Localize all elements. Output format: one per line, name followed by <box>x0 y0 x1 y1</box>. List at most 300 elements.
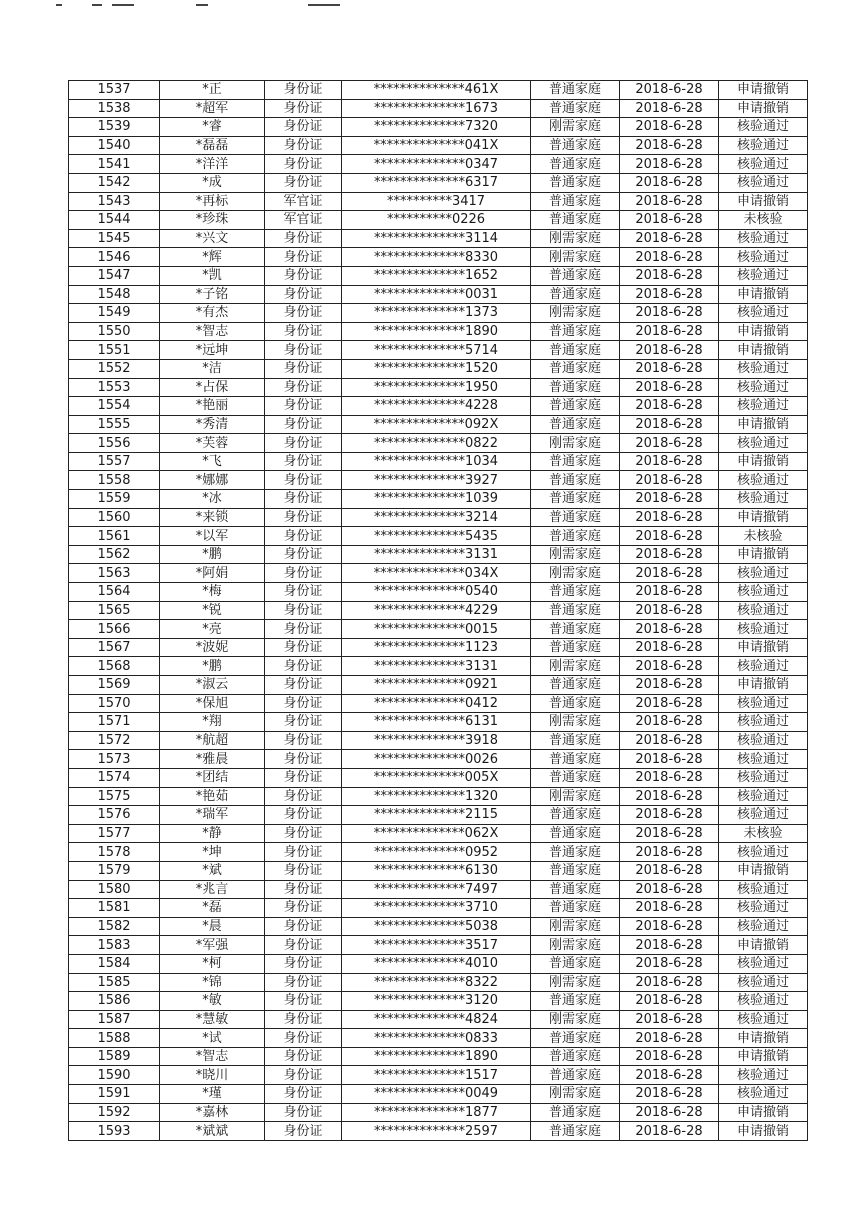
date-cell: 2018-6-28 <box>620 601 719 620</box>
id-type-cell: 身份证 <box>265 471 342 490</box>
family-type-cell: 刚需家庭 <box>531 1085 620 1104</box>
family-type-cell: 普通家庭 <box>531 861 620 880</box>
family-type-cell: 普通家庭 <box>531 638 620 657</box>
id-type-cell: 身份证 <box>265 601 342 620</box>
row-number: 1591 <box>69 1085 160 1104</box>
table-row <box>69 917 808 936</box>
status-cell: 未核验 <box>719 527 808 546</box>
date-cell: 2018-6-28 <box>620 118 719 137</box>
name-cell: *嘉林 <box>160 1103 265 1122</box>
name-cell: *军强 <box>160 936 265 955</box>
family-type-cell: 普通家庭 <box>531 527 620 546</box>
date-cell: 2018-6-28 <box>620 378 719 397</box>
name-cell: *正 <box>160 81 265 100</box>
row-number: 1537 <box>69 81 160 100</box>
row-number: 1580 <box>69 880 160 899</box>
family-type-cell: 普通家庭 <box>531 750 620 769</box>
date-cell: 2018-6-28 <box>620 917 719 936</box>
name-cell: *超军 <box>160 99 265 118</box>
family-type-cell: 刚需家庭 <box>531 657 620 676</box>
status-cell: 核验通过 <box>719 397 808 416</box>
id-type-cell: 军官证 <box>265 192 342 211</box>
family-type-cell: 普通家庭 <box>531 173 620 192</box>
id-number-cell: **************062X <box>342 824 531 843</box>
status-cell: 核验通过 <box>719 266 808 285</box>
status-cell: 核验通过 <box>719 731 808 750</box>
status-cell: 申请撤销 <box>719 322 808 341</box>
family-type-cell: 普通家庭 <box>531 676 620 695</box>
name-cell: *瑞军 <box>160 806 265 825</box>
id-type-cell: 身份证 <box>265 787 342 806</box>
table-row <box>69 843 808 862</box>
id-type-cell: 身份证 <box>265 1029 342 1048</box>
name-cell: *珍珠 <box>160 211 265 230</box>
id-type-cell: 身份证 <box>265 583 342 602</box>
row-number: 1572 <box>69 731 160 750</box>
row-number: 1579 <box>69 861 160 880</box>
row-number: 1559 <box>69 490 160 509</box>
name-cell: *柯 <box>160 954 265 973</box>
status-cell: 核验通过 <box>719 434 808 453</box>
document-page <box>68 80 789 1141</box>
name-cell: *飞 <box>160 452 265 471</box>
family-type-cell: 普通家庭 <box>531 731 620 750</box>
table-row <box>69 527 808 546</box>
status-cell: 申请撤销 <box>719 341 808 360</box>
date-cell: 2018-6-28 <box>620 99 719 118</box>
row-number: 1540 <box>69 136 160 155</box>
id-type-cell: 身份证 <box>265 266 342 285</box>
status-cell: 核验通过 <box>719 992 808 1011</box>
family-type-cell: 刚需家庭 <box>531 229 620 248</box>
id-type-cell: 身份证 <box>265 1047 342 1066</box>
row-number: 1587 <box>69 1010 160 1029</box>
family-type-cell: 刚需家庭 <box>531 545 620 564</box>
date-cell: 2018-6-28 <box>620 899 719 918</box>
status-cell: 核验通过 <box>719 806 808 825</box>
id-number-cell: **************3927 <box>342 471 531 490</box>
date-cell: 2018-6-28 <box>620 936 719 955</box>
id-type-cell: 身份证 <box>265 136 342 155</box>
id-number-cell: **************5435 <box>342 527 531 546</box>
id-number-cell: **************0015 <box>342 620 531 639</box>
row-number: 1593 <box>69 1122 160 1141</box>
row-number: 1571 <box>69 713 160 732</box>
id-number-cell: **************3131 <box>342 657 531 676</box>
id-type-cell: 身份证 <box>265 341 342 360</box>
table-row <box>69 806 808 825</box>
family-type-cell: 普通家庭 <box>531 806 620 825</box>
id-type-cell: 身份证 <box>265 861 342 880</box>
id-type-cell: 身份证 <box>265 99 342 118</box>
family-type-cell: 普通家庭 <box>531 322 620 341</box>
id-type-cell: 身份证 <box>265 173 342 192</box>
family-type-cell: 普通家庭 <box>531 1029 620 1048</box>
row-number: 1555 <box>69 415 160 434</box>
name-cell: *磊 <box>160 899 265 918</box>
date-cell: 2018-6-28 <box>620 973 719 992</box>
family-type-cell: 普通家庭 <box>531 508 620 527</box>
row-number: 1551 <box>69 341 160 360</box>
status-cell: 申请撤销 <box>719 285 808 304</box>
table-row <box>69 731 808 750</box>
table-row <box>69 713 808 732</box>
id-number-cell: **************461X <box>342 81 531 100</box>
name-cell: *亮 <box>160 620 265 639</box>
id-type-cell: 身份证 <box>265 545 342 564</box>
table-row <box>69 954 808 973</box>
id-type-cell: 身份证 <box>265 229 342 248</box>
id-number-cell: **************034X <box>342 564 531 583</box>
table-row <box>69 359 808 378</box>
row-number: 1578 <box>69 843 160 862</box>
status-cell: 申请撤销 <box>719 508 808 527</box>
table-row <box>69 694 808 713</box>
date-cell: 2018-6-28 <box>620 173 719 192</box>
family-type-cell: 普通家庭 <box>531 824 620 843</box>
date-cell: 2018-6-28 <box>620 992 719 1011</box>
id-type-cell: 身份证 <box>265 657 342 676</box>
table-row <box>69 564 808 583</box>
id-type-cell: 身份证 <box>265 731 342 750</box>
id-number-cell: **************3918 <box>342 731 531 750</box>
row-number: 1546 <box>69 248 160 267</box>
row-number: 1541 <box>69 155 160 174</box>
status-cell: 核验通过 <box>719 657 808 676</box>
id-type-cell: 身份证 <box>265 304 342 323</box>
family-type-cell: 普通家庭 <box>531 583 620 602</box>
id-number-cell: **************092X <box>342 415 531 434</box>
id-type-cell: 身份证 <box>265 322 342 341</box>
id-number-cell: **********3417 <box>342 192 531 211</box>
name-cell: *梅 <box>160 583 265 602</box>
table-row <box>69 397 808 416</box>
table-row <box>69 601 808 620</box>
id-number-cell: **************4228 <box>342 397 531 416</box>
family-type-cell: 普通家庭 <box>531 192 620 211</box>
date-cell: 2018-6-28 <box>620 694 719 713</box>
id-number-cell: **************1517 <box>342 1066 531 1085</box>
status-cell: 核验通过 <box>719 304 808 323</box>
id-number-cell: **************1950 <box>342 378 531 397</box>
table-row <box>69 1047 808 1066</box>
row-number: 1552 <box>69 359 160 378</box>
date-cell: 2018-6-28 <box>620 750 719 769</box>
name-cell: *慧敏 <box>160 1010 265 1029</box>
table-row <box>69 1085 808 1104</box>
name-cell: *再标 <box>160 192 265 211</box>
name-cell: *瑾 <box>160 1085 265 1104</box>
date-cell: 2018-6-28 <box>620 1122 719 1141</box>
id-number-cell: **************1520 <box>342 359 531 378</box>
id-number-cell: **************3710 <box>342 899 531 918</box>
id-number-cell: **************1039 <box>342 490 531 509</box>
status-cell: 核验通过 <box>719 136 808 155</box>
name-cell: *凯 <box>160 266 265 285</box>
row-number: 1565 <box>69 601 160 620</box>
table-row <box>69 136 808 155</box>
name-cell: *智志 <box>160 322 265 341</box>
row-number: 1544 <box>69 211 160 230</box>
date-cell: 2018-6-28 <box>620 545 719 564</box>
id-type-cell: 身份证 <box>265 378 342 397</box>
status-cell: 核验通过 <box>719 601 808 620</box>
id-number-cell: **************4010 <box>342 954 531 973</box>
row-number: 1584 <box>69 954 160 973</box>
table-row <box>69 415 808 434</box>
name-cell: *秀清 <box>160 415 265 434</box>
table-row <box>69 490 808 509</box>
id-number-cell: **************3120 <box>342 992 531 1011</box>
date-cell: 2018-6-28 <box>620 1103 719 1122</box>
status-cell: 核验通过 <box>719 248 808 267</box>
family-type-cell: 普通家庭 <box>531 359 620 378</box>
id-number-cell: **************0921 <box>342 676 531 695</box>
status-cell: 申请撤销 <box>719 676 808 695</box>
name-cell: *静 <box>160 824 265 843</box>
row-number: 1548 <box>69 285 160 304</box>
family-type-cell: 普通家庭 <box>531 471 620 490</box>
date-cell: 2018-6-28 <box>620 638 719 657</box>
family-type-cell: 普通家庭 <box>531 211 620 230</box>
id-type-cell: 身份证 <box>265 750 342 769</box>
status-cell: 未核验 <box>719 824 808 843</box>
row-number: 1563 <box>69 564 160 583</box>
status-cell: 核验通过 <box>719 620 808 639</box>
scan-marks <box>0 0 860 20</box>
id-type-cell: 身份证 <box>265 992 342 1011</box>
status-cell: 申请撤销 <box>719 415 808 434</box>
row-number: 1560 <box>69 508 160 527</box>
table-row <box>69 973 808 992</box>
id-type-cell: 身份证 <box>265 638 342 657</box>
id-number-cell: **************1877 <box>342 1103 531 1122</box>
name-cell: *团结 <box>160 768 265 787</box>
id-type-cell: 身份证 <box>265 917 342 936</box>
id-number-cell: **************3131 <box>342 545 531 564</box>
name-cell: *斌斌 <box>160 1122 265 1141</box>
table-row <box>69 229 808 248</box>
family-type-cell: 普通家庭 <box>531 452 620 471</box>
family-type-cell: 刚需家庭 <box>531 787 620 806</box>
date-cell: 2018-6-28 <box>620 452 719 471</box>
records-table-body <box>69 81 808 1141</box>
id-type-cell: 身份证 <box>265 452 342 471</box>
table-row <box>69 508 808 527</box>
id-number-cell: **************0412 <box>342 694 531 713</box>
id-type-cell: 身份证 <box>265 490 342 509</box>
row-number: 1539 <box>69 118 160 137</box>
name-cell: *冰 <box>160 490 265 509</box>
status-cell: 核验通过 <box>719 118 808 137</box>
family-type-cell: 刚需家庭 <box>531 936 620 955</box>
name-cell: *艳丽 <box>160 397 265 416</box>
status-cell: 申请撤销 <box>719 1029 808 1048</box>
name-cell: *睿 <box>160 118 265 137</box>
status-cell: 申请撤销 <box>719 861 808 880</box>
id-number-cell: **************0347 <box>342 155 531 174</box>
table-row <box>69 434 808 453</box>
name-cell: *子铭 <box>160 285 265 304</box>
family-type-cell: 普通家庭 <box>531 1122 620 1141</box>
name-cell: *航超 <box>160 731 265 750</box>
status-cell: 未核验 <box>719 211 808 230</box>
id-type-cell: 身份证 <box>265 359 342 378</box>
row-number: 1566 <box>69 620 160 639</box>
records-table <box>68 80 808 1141</box>
name-cell: *占保 <box>160 378 265 397</box>
row-number: 1577 <box>69 824 160 843</box>
table-row <box>69 266 808 285</box>
row-number: 1589 <box>69 1047 160 1066</box>
date-cell: 2018-6-28 <box>620 731 719 750</box>
family-type-cell: 普通家庭 <box>531 1066 620 1085</box>
table-row <box>69 304 808 323</box>
row-number: 1545 <box>69 229 160 248</box>
date-cell: 2018-6-28 <box>620 787 719 806</box>
row-number: 1585 <box>69 973 160 992</box>
status-cell: 核验通过 <box>719 378 808 397</box>
date-cell: 2018-6-28 <box>620 322 719 341</box>
name-cell: *波妮 <box>160 638 265 657</box>
family-type-cell: 普通家庭 <box>531 99 620 118</box>
date-cell: 2018-6-28 <box>620 304 719 323</box>
date-cell: 2018-6-28 <box>620 81 719 100</box>
date-cell: 2018-6-28 <box>620 341 719 360</box>
table-row <box>69 1122 808 1141</box>
id-number-cell: **************2115 <box>342 806 531 825</box>
status-cell: 核验通过 <box>719 173 808 192</box>
table-row <box>69 1103 808 1122</box>
id-number-cell: **************041X <box>342 136 531 155</box>
name-cell: *雅晨 <box>160 750 265 769</box>
family-type-cell: 普通家庭 <box>531 768 620 787</box>
date-cell: 2018-6-28 <box>620 229 719 248</box>
date-cell: 2018-6-28 <box>620 471 719 490</box>
name-cell: *娜娜 <box>160 471 265 490</box>
table-row <box>69 768 808 787</box>
id-type-cell: 身份证 <box>265 768 342 787</box>
name-cell: *翔 <box>160 713 265 732</box>
id-type-cell: 身份证 <box>265 620 342 639</box>
row-number: 1558 <box>69 471 160 490</box>
status-cell: 核验通过 <box>719 490 808 509</box>
table-row <box>69 173 808 192</box>
date-cell: 2018-6-28 <box>620 490 719 509</box>
row-number: 1547 <box>69 266 160 285</box>
id-type-cell: 身份证 <box>265 1103 342 1122</box>
table-row <box>69 211 808 230</box>
id-number-cell: **************6130 <box>342 861 531 880</box>
table-row <box>69 638 808 657</box>
date-cell: 2018-6-28 <box>620 136 719 155</box>
table-row <box>69 322 808 341</box>
name-cell: *成 <box>160 173 265 192</box>
family-type-cell: 刚需家庭 <box>531 118 620 137</box>
family-type-cell: 刚需家庭 <box>531 1010 620 1029</box>
family-type-cell: 普通家庭 <box>531 81 620 100</box>
family-type-cell: 普通家庭 <box>531 843 620 862</box>
id-number-cell: **************5714 <box>342 341 531 360</box>
name-cell: *坤 <box>160 843 265 862</box>
id-number-cell: **************0833 <box>342 1029 531 1048</box>
id-number-cell: **************7497 <box>342 880 531 899</box>
id-type-cell: 身份证 <box>265 155 342 174</box>
status-cell: 申请撤销 <box>719 99 808 118</box>
id-type-cell: 身份证 <box>265 843 342 862</box>
row-number: 1554 <box>69 397 160 416</box>
id-number-cell: **************4824 <box>342 1010 531 1029</box>
id-type-cell: 身份证 <box>265 248 342 267</box>
id-number-cell: **************1320 <box>342 787 531 806</box>
date-cell: 2018-6-28 <box>620 843 719 862</box>
id-type-cell: 身份证 <box>265 285 342 304</box>
id-type-cell: 身份证 <box>265 824 342 843</box>
family-type-cell: 刚需家庭 <box>531 564 620 583</box>
id-number-cell: **************0952 <box>342 843 531 862</box>
id-type-cell: 身份证 <box>265 1085 342 1104</box>
family-type-cell: 刚需家庭 <box>531 973 620 992</box>
name-cell: *锐 <box>160 601 265 620</box>
date-cell: 2018-6-28 <box>620 211 719 230</box>
id-type-cell: 身份证 <box>265 936 342 955</box>
status-cell: 核验通过 <box>719 750 808 769</box>
status-cell: 核验通过 <box>719 954 808 973</box>
row-number: 1581 <box>69 899 160 918</box>
status-cell: 申请撤销 <box>719 545 808 564</box>
name-cell: *晨 <box>160 917 265 936</box>
id-number-cell: **************1652 <box>342 266 531 285</box>
id-type-cell: 身份证 <box>265 1010 342 1029</box>
id-number-cell: **************6317 <box>342 173 531 192</box>
status-cell: 核验通过 <box>719 564 808 583</box>
date-cell: 2018-6-28 <box>620 583 719 602</box>
status-cell: 核验通过 <box>719 917 808 936</box>
table-row <box>69 248 808 267</box>
table-row <box>69 155 808 174</box>
status-cell: 核验通过 <box>719 694 808 713</box>
row-number: 1543 <box>69 192 160 211</box>
id-number-cell: **************5038 <box>342 917 531 936</box>
family-type-cell: 普通家庭 <box>531 490 620 509</box>
date-cell: 2018-6-28 <box>620 434 719 453</box>
date-cell: 2018-6-28 <box>620 676 719 695</box>
name-cell: *试 <box>160 1029 265 1048</box>
family-type-cell: 普通家庭 <box>531 694 620 713</box>
table-row <box>69 583 808 602</box>
id-type-cell: 身份证 <box>265 564 342 583</box>
table-row <box>69 861 808 880</box>
family-type-cell: 普通家庭 <box>531 378 620 397</box>
date-cell: 2018-6-28 <box>620 508 719 527</box>
id-type-cell: 身份证 <box>265 118 342 137</box>
family-type-cell: 普通家庭 <box>531 880 620 899</box>
name-cell: *芙蓉 <box>160 434 265 453</box>
table-row <box>69 657 808 676</box>
name-cell: *斌 <box>160 861 265 880</box>
date-cell: 2018-6-28 <box>620 397 719 416</box>
id-number-cell: **************1373 <box>342 304 531 323</box>
id-type-cell: 身份证 <box>265 806 342 825</box>
status-cell: 核验通过 <box>719 768 808 787</box>
status-cell: 申请撤销 <box>719 81 808 100</box>
id-number-cell: **************0049 <box>342 1085 531 1104</box>
table-row <box>69 81 808 100</box>
table-row <box>69 936 808 955</box>
row-number: 1576 <box>69 806 160 825</box>
family-type-cell: 刚需家庭 <box>531 434 620 453</box>
id-number-cell: **************8322 <box>342 973 531 992</box>
